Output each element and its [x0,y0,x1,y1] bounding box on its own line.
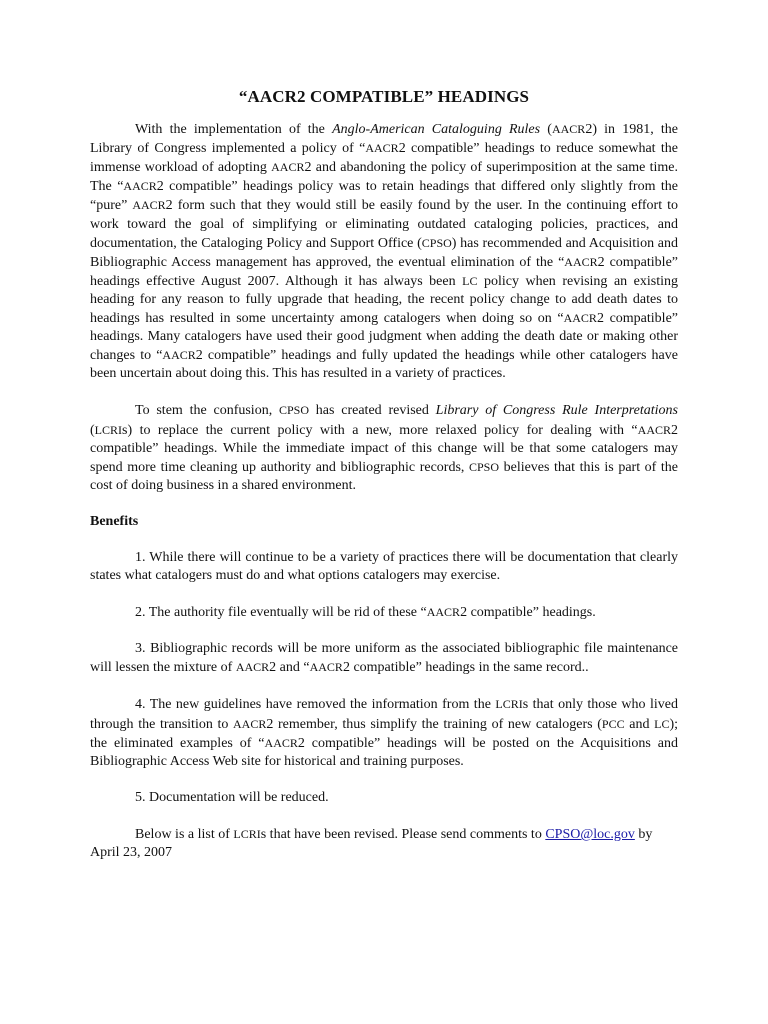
acronym: AACR [551,122,586,137]
text-run: ) has recommended and Acquisition and Bibliographic Access management has approved, the eventual elimination of the “ [90,235,678,270]
acronym: LCRI [233,826,261,841]
text-run: 2 and abandoning the policy of superimposition at the same time. The “ [90,160,678,195]
text-run: believes that this is part of the cost of doing business in a shared environment. [90,459,678,493]
text-run: 2. The authority file eventually will be rid of these “ [135,605,427,621]
text-run: s) to replace the current policy with a new, more relaxed policy for dealing with “ [122,422,638,438]
benefit-item-3 [90,640,678,677]
email-link[interactable]: CPSO@loc.gov [545,826,635,842]
intro-paragraph [90,120,678,383]
text-run: 2 and “ [269,660,310,676]
spacer [90,622,678,640]
benefit-item-4 [90,695,678,770]
text-run: has created revised [309,403,436,419]
acronym: AACR [162,348,196,363]
text-run: s that only those who lived through the transition to [90,697,678,732]
book-title: Anglo-American Cataloguing Rules [332,122,541,138]
text-run: s that have been revised. Please send comments to [260,826,546,842]
benefit-item-2 [90,603,678,622]
document-title: Library of Congress Rule Interpretations [435,403,678,419]
acronym: AACR [233,716,267,731]
page-title: “AACR2 COMPATIBLE” HEADINGS [238,87,530,106]
acronym: AACR [271,160,305,175]
spacer [90,677,678,695]
spacer [90,531,678,549]
text-run: 3. Bibliographic records will be more uniform as the associated bibliographic file maintenance will lessen the mixture of [90,641,678,676]
benefit-item-1: 1. While there will continue to be a variety of practices there will be documentation that clearly states what catalogers must do and what options catalogers may exercise. [90,549,678,584]
text-run: 2 compatible” headings effective August 2007. Although it has always been [90,254,678,289]
text-run: 2 compatible” headings. Many catalogers have used their good judgment when adding the death date or making other changes to “ [90,311,678,364]
acronym: AACR [564,254,598,269]
text-run: 2 compatible” headings policy was to retain headings that differed only slightly from the “pure” [90,179,678,214]
text-run: ( [90,422,95,438]
acronym: AACR [563,311,597,326]
text-run: With the implementation of the [135,122,333,138]
text-run: policy when revising an existing heading for any reason to fully upgrade that heading, the recent policy change to add death dates to headings has resulted in some uncertainty among catalogers when doing so on “ [90,273,678,327]
acronym: AACR [235,660,270,675]
acronym: LC [654,716,670,731]
acronym: CPSO [469,459,500,474]
spacer [90,585,678,603]
spacer [90,495,678,513]
benefit-item-5: 5. Documentation will be reduced. [135,789,329,805]
text-run: 2 compatible” headings to reduce somewhat the immense workload of adopting [90,141,678,176]
benefits-heading: Benefits [90,513,139,529]
text-run: 2 form such that they would still be easily found by the user. In the continuing effort to work toward the goal of simplifying or eliminating outdated cataloging policies, practices, and documentation, the Cataloging Policy and Support Office ( [90,198,678,251]
spacer [90,771,678,789]
acronym: PCC [601,716,625,731]
text-run: 2 compatible” headings. [460,605,596,621]
text-run: 2) in 1981, the Library of Congress implemented a policy of “ [90,122,679,157]
text-run: To stem the confusion, [135,403,279,419]
text-run: 2 compatible” headings in the same record.. [342,660,589,676]
document-page [90,88,678,862]
acronym: LC [462,273,478,288]
spacer [90,807,678,825]
text-run: 2 compatible” headings will be posted on the Acquisitions and Bibliographic Access Web site for historical and training purposes. [90,735,678,769]
text-run: ( [540,122,552,138]
text-run: Below is a list of [135,826,234,842]
acronym: AACR [123,179,157,194]
acronym: CPSO [278,403,310,418]
confusion-paragraph [90,401,678,494]
acronym: AACR [365,141,399,156]
text-run: 2 compatible” headings and fully updated the headings while other catalogers have been uncertain about doing this. This has resulted in a variety of practices. [90,348,678,382]
acronym: AACR [426,605,461,620]
acronym: CPSO [421,235,452,250]
acronym: AACR [264,735,298,750]
acronym: LCRI [94,422,123,437]
text-run: ); the eliminated examples of “ [90,716,679,751]
acronym: LCRI [495,697,523,712]
acronym: AACR [309,660,343,675]
text-run: 4. The new guidelines have removed the information from the [135,697,496,713]
text-run: and [624,716,655,732]
text-run: by April 23, 2007 [90,826,653,860]
text-run: 2 remember, thus simplify the training of new catalogers ( [266,716,602,732]
acronym: AACR [132,198,166,213]
text-run: 2 compatible” headings. While the immediate impact of this change will be that some catalogers may spend more time cleaning up authority and bibliographic records, [90,422,678,475]
acronym: AACR [637,422,671,437]
spacer [90,383,678,401]
closing-paragraph [90,825,678,862]
